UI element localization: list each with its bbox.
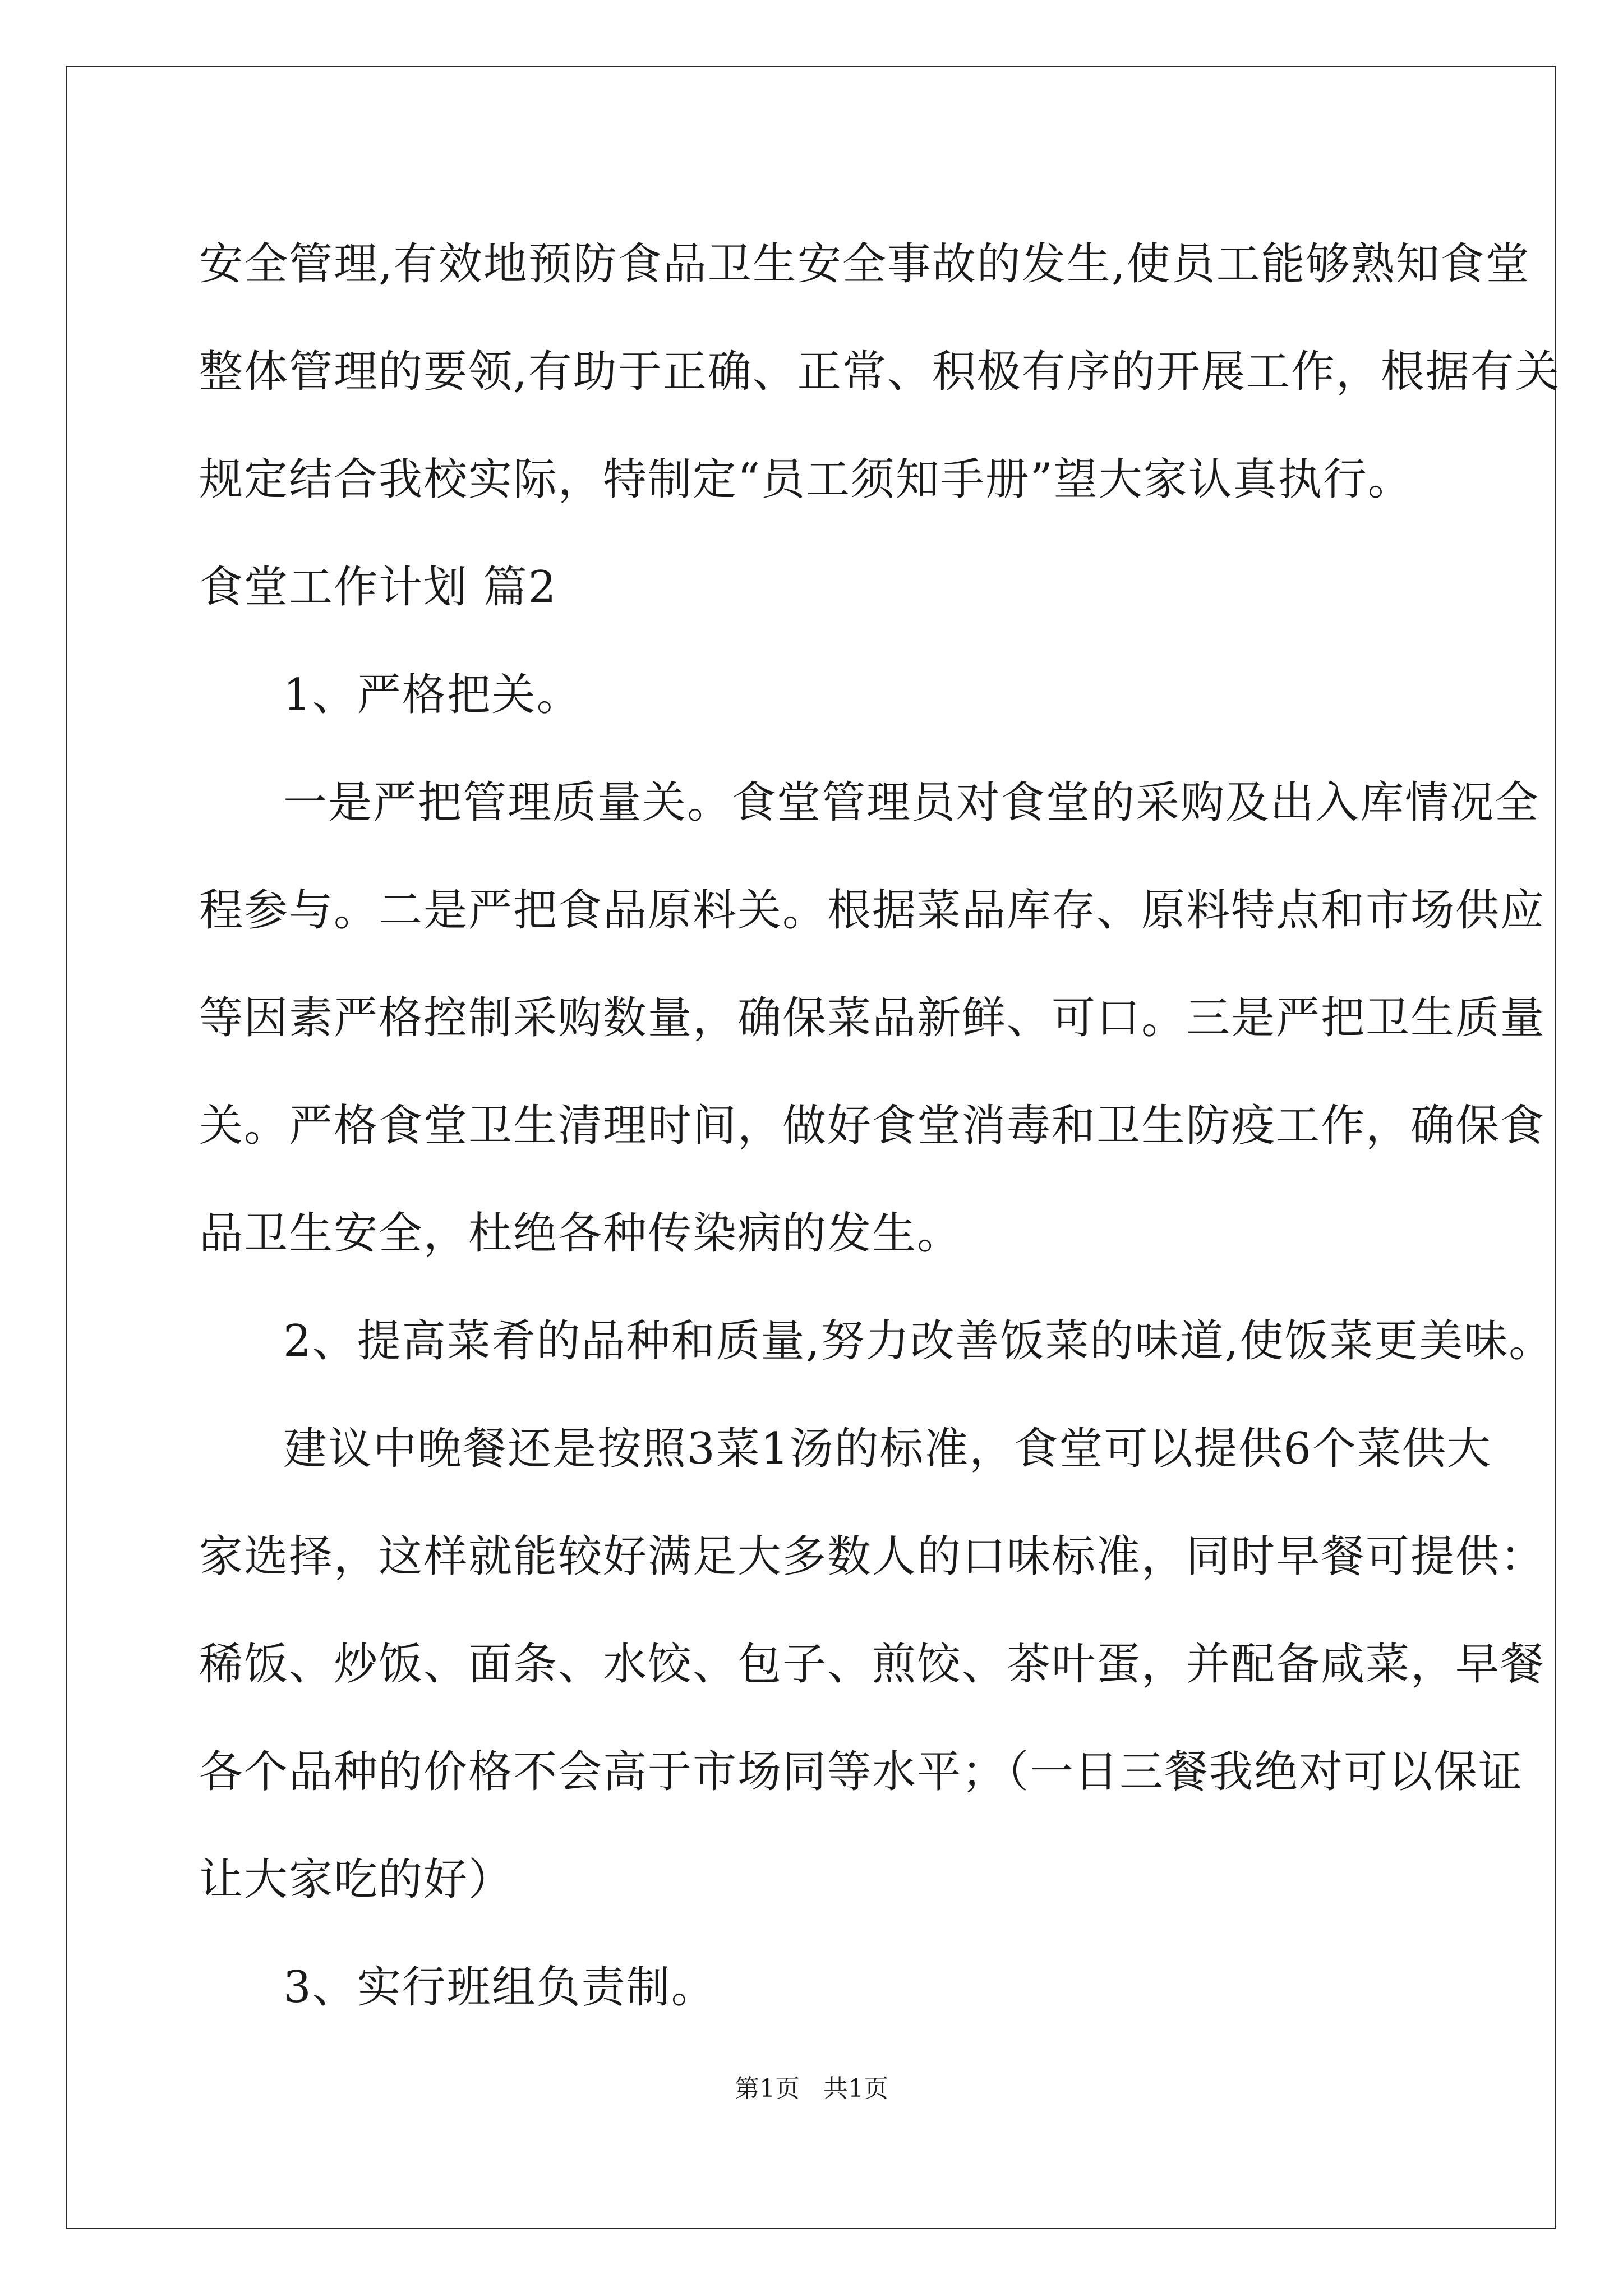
text-line: 家选择，这样就能较好满足大多数人的口味标准，同时早餐可提供： [199, 1531, 1546, 1582]
text-line: 品卫生安全，杜绝各种传染病的发生。 [199, 1208, 962, 1259]
section-heading: 食堂工作计划 篇2 [199, 562, 557, 613]
page-footer: 第1页 共1页 [735, 2074, 888, 2103]
text-line: 整体管理的要领,有助于正确、正常、积极有序的开展工作，根据有关 [199, 347, 1560, 397]
text-line: 让大家吃的好） [199, 1855, 514, 1905]
text-line: 关。严格食堂卫生清理时间，做好食堂消毒和卫生防疫工作，确保食 [199, 1101, 1546, 1151]
document-body [199, 210, 1560, 2041]
text-line: 程参与。二是严把食品原料关。根据菜品库存、原料特点和市场供应 [199, 885, 1546, 936]
list-item-heading: 1、严格把关。 [283, 670, 582, 720]
text-line: 等因素严格控制采购数量，确保菜品新鲜、可口。三是严把卫生质量 [199, 993, 1546, 1043]
text-line: 安全管理,有效地预防食品卫生安全事故的发生,使员工能够熟知食堂 [199, 239, 1530, 289]
text-line: 规定结合我校实际，特制定“员工须知手册”望大家认真执行。 [199, 454, 1413, 505]
text-line: 一是严把管理质量关。食堂管理员对食堂的采购及出入库情况全 [283, 777, 1540, 828]
list-item-heading: 3、实行班组负责制。 [283, 1962, 716, 2013]
list-item-heading: 2、提高菜肴的品种和质量,努力改善饭菜的味道,使饭菜更美味。 [283, 1316, 1554, 1366]
text-line: 稀饭、炒饭、面条、水饺、包子、煎饺、茶叶蛋，并配备咸菜，早餐 [199, 1639, 1546, 1690]
text-line: 各个品种的价格不会高于市场同等水平；（一日三餐我绝对可以保证 [199, 1747, 1524, 1797]
text-line: 建议中晚餐还是按照3菜1汤的标准，食堂可以提供6个菜供大 [283, 1424, 1492, 1474]
